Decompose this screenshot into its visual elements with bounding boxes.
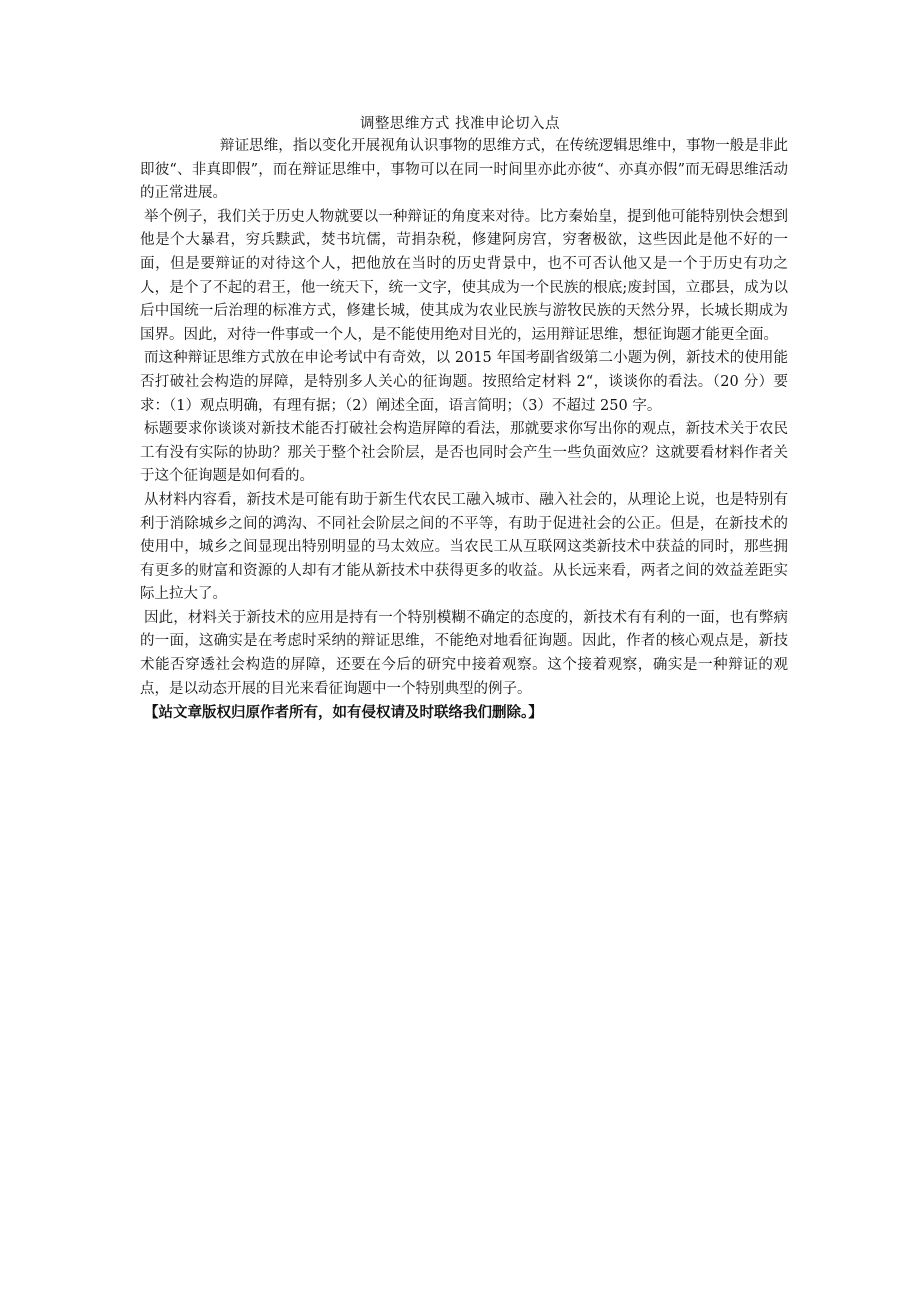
document-body [140, 135, 788, 725]
paragraph-material-analysis: 从材料内容看，新技术是可能有助于新生代农民工融入城市、融入社会的，从理论上说，也是特别有利于消除城乡之间的鸿沟、不同社会阶层之间的不平等，有助于促进社会的公正。但是，在新技术的使用中，城乡之间显现出特别明显的马太效应。当农民工从互联网这类新技术中获益的同时，那些拥有更多的财富和资源的人却有才能从新技术中获得更多的收益。从长远来看，两者之间的效益差距实际上拉大了。 [140, 491, 788, 603]
paragraph-exam-question: 而这种辩证思维方式放在申论考试中有奇效，以 2015 年国考副省级第二小题为例，新技术的使用能否打破社会构造的屏障，是特别多人关心的征询题。按照给定材料 2“，谈谈你的看法。（20 分）要求：（1）观点明确，有理有据；（2）阐述全面，语言简明；（3）不超过 250 字。 [140, 350, 788, 414]
copyright-notice: 【站文章版权归原作者所有，如有侵权请及时联络我们删除。】 [144, 704, 543, 722]
paragraph-definition: 辩证思维，指以变化开展视角认识事物的思维方式，在传统逻辑思维中，事物一般是非此即彼“、非真即假”，而在辩证思维中，事物可以在同一时间里亦此亦彼“、亦真亦假”而无碍思维活动的正常进展。 [140, 138, 788, 202]
paragraph-example: 举个例子，我们关于历史人物就要以一种辩证的角度来对待。比方秦始皇，提到他可能特别快会想到他是个大暴君，穷兵黩武，焚书坑儒，苛捐杂税，修建阿房宫，穷奢极欲，这些因此是他不好的一面，但是要辩证的对待这个人，把他放在当时的历史背景中，也不可否认他又是一个于历史有功之人，是个了不起的君王，他一统天下，统一文字，使其成为一个民族的根底;废封国，立郡县，成为以后中国统一后治理的标准方式，修建长城，使其成为农业民族与游牧民族的天然分界，长城长期成为国界。因此，对待一件事或一个人，是不能使用绝对目光的，运用辩证思维，想征询题才能更全面。 [140, 208, 788, 343]
paragraph-conclusion: 因此，材料关于新技术的应用是持有一个特别模糊不确定的态度的，新技术有有利的一面，也有弊病的一面，这确实是在考虑时采纳的辩证思维，不能绝对地看征询题。因此，作者的核心观点是，新技术能否穿透社会构造的屏障，还要在今后的研究中接着观察。这个接着观察，确实是一种辩证的观点，是以动态开展的目光来看征询题中一个特别典型的例子。 [140, 609, 788, 697]
document-title: 调整思维方式 找准申论切入点 [359, 116, 561, 132]
paragraph-requirement: 标题要求你谈谈对新技术能否打破社会构造屏障的看法，那就要求你写出你的观点，新技术关于农民工有没有实际的协助？那关于整个社会阶层，是否也同时会产生一些负面效应？这就要看材料作者关于这个征询题是如何看的。 [140, 421, 788, 485]
